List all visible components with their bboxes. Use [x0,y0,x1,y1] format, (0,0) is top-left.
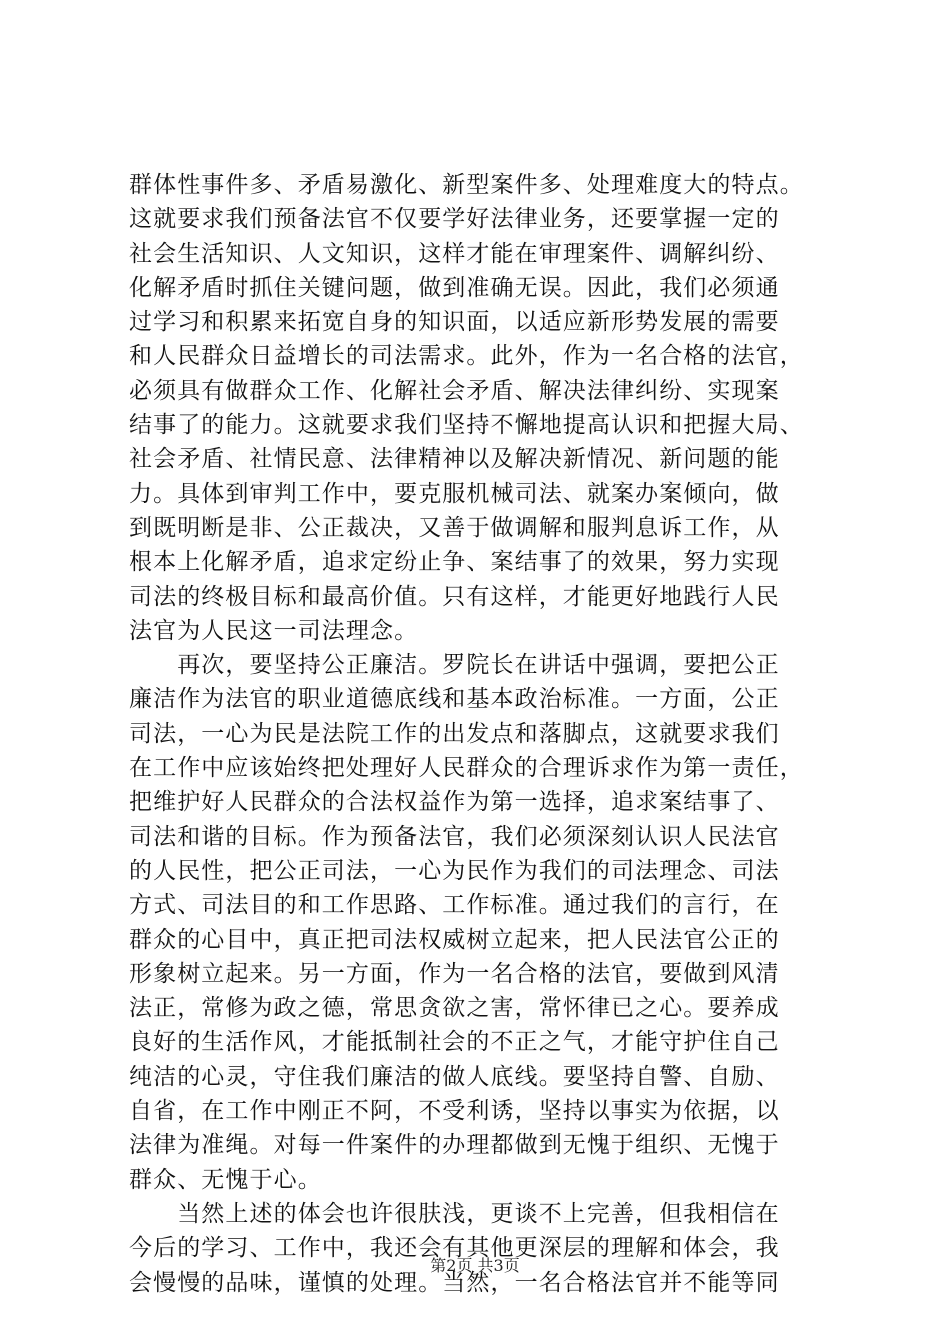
text-line: 化解矛盾时抓住关键问题，做到准确无误。因此，我们必须通 [129,274,780,301]
text-line: 法正，常修为政之德，常思贪欲之害，常怀律已之心。要养成 [129,995,780,1022]
text-line: 会慢慢的品味，谨慎的处理。当然，一名合格法官并不能等同 [129,1269,780,1296]
text-line: 结事了的能力。这就要求我们坚持不懈地提高认识和把握大局、 [129,412,804,439]
text-line: 纯洁的心灵，守住我们廉洁的做人底线。要坚持自警、自励、 [129,1063,780,1090]
text-line: 方式、司法目的和工作思路、工作标准。通过我们的言行，在 [129,892,780,919]
body-text [129,168,829,1300]
text-line: 司法和谐的目标。作为预备法官，我们必须深刻认识人民法官 [129,823,780,850]
text-line: 当然上述的体会也许很肤浅，更谈不上完善，但我相信在 [129,1200,780,1227]
text-line: 法官为人民这一司法理念。 [129,617,419,644]
text-line: 廉洁作为法官的职业道德底线和基本政治标准。一方面，公正 [129,686,780,713]
text-line: 形象树立起来。另一方面，作为一名合格的法官，要做到风清 [129,960,780,987]
text-line: 法律为准绳。对每一件案件的办理都做到无愧于组织、无愧于 [129,1132,780,1159]
text-line: 在工作中应该始终把处理好人民群众的合理诉求作为第一责任， [129,755,804,782]
text-line: 和人民群众日益增长的司法需求。此外，作为一名合格的法官， [129,343,804,370]
text-line: 社会矛盾、社情民意、法律精神以及解决新情况、新问题的能 [129,446,780,473]
text-line: 群体性事件多、矛盾易激化、新型案件多、处理难度大的特点。 [129,172,804,198]
text-line: 自省，在工作中刚正不阿，不受利诱，坚持以事实为依据，以 [129,1098,780,1125]
text-line: 必须具有做群众工作、化解社会矛盾、解决法律纠纷、实现案 [129,377,780,404]
text-line: 司法，一心为民是法院工作的出发点和落脚点，这就要求我们 [129,720,780,747]
text-line: 今后的学习、工作中，我还会有其他更深层的理解和体会，我 [129,1235,780,1262]
text-line: 把维护好人民群众的合法权益作为第一选择，追求案结事了、 [129,789,780,816]
text-line: 司法的终极目标和最高价值。只有这样，才能更好地践行人民 [129,583,780,610]
page-number-footer: 第2页 共3页 [430,1256,520,1275]
text-line: 这就要求我们预备法官不仅要学好法律业务，还要掌握一定的 [129,206,780,233]
text-line: 到既明断是非、公正裁决，又善于做调解和服判息诉工作，从 [129,514,780,541]
text-line: 的人民性，把公正司法，一心为民作为我们的司法理念、司法 [129,857,780,884]
text-line: 群众、无愧于心。 [129,1166,322,1193]
text-line: 根本上化解矛盾，追求定纷止争、案结事了的效果，努力实现 [129,549,780,576]
text-line: 良好的生活作风，才能抵制社会的不正之气，才能守护住自己 [129,1029,780,1056]
text-line: 社会生活知识、人文知识，这样才能在审理案件、调解纠纷、 [129,240,780,267]
text-line: 群众的心目中，真正把司法权威树立起来，把人民法官公正的 [129,926,780,953]
text-line: 再次，要坚持公正廉洁。罗院长在讲话中强调，要把公正 [129,652,780,679]
text-line: 过学习和积累来拓宽自身的知识面，以适应新形势发展的需要 [129,309,780,336]
text-line: 力。具体到审判工作中，要克服机械司法、就案办案倾向，做 [129,480,780,507]
